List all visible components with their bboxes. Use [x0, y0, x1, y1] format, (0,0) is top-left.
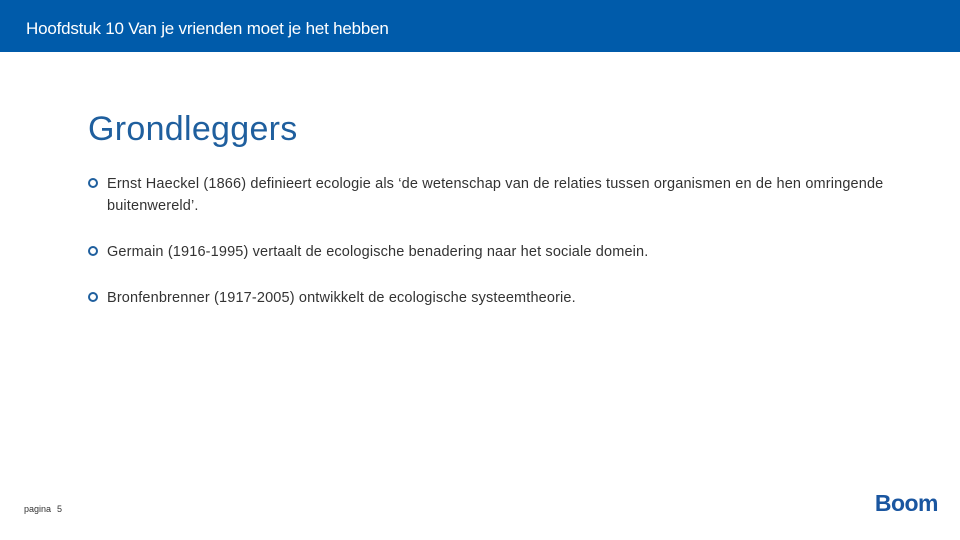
page-label: pagina [24, 504, 52, 514]
circle-bullet-icon [88, 246, 98, 256]
bullet-text: Bronfenbrenner (1917-2005) ontwikkelt de ecologische systeemtheorie. [107, 290, 576, 306]
page-indicator [24, 504, 62, 514]
boom-logo: Boom [874, 490, 938, 516]
bullet-item [88, 241, 908, 263]
bullet-text: Ernst Haeckel (1866) definieert ecologie als ‘de wetenschap van de relaties tussen organismen en de hen omringende buitenwereld’. [107, 176, 884, 214]
page-number: 5 [57, 504, 63, 514]
bullet-item [88, 173, 908, 217]
header-bar [0, 0, 960, 52]
bullet-list [88, 173, 908, 309]
circle-bullet-icon [88, 178, 98, 188]
circle-bullet-icon [88, 292, 98, 302]
slide-title: Grondleggers [88, 110, 298, 148]
bullet-text: Germain (1916-1995) vertaalt de ecologische benadering naar het sociale domein. [107, 244, 649, 260]
chapter-title: Hoofdstuk 10 Van je vrienden moet je het hebben [26, 19, 389, 38]
bullet-item [88, 287, 908, 309]
